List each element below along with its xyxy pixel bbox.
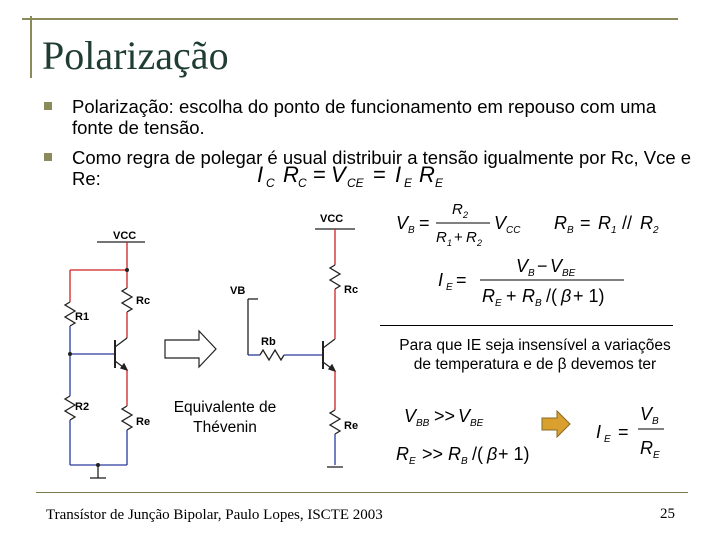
svg-text:=: = <box>456 270 467 290</box>
footer-rule <box>36 492 688 493</box>
svg-text:V: V <box>396 213 409 233</box>
svg-text:V: V <box>640 404 653 424</box>
svg-text:R: R <box>448 444 461 464</box>
thevenin-label: Equivalente de Thévenin <box>173 399 277 436</box>
svg-text:I: I <box>438 270 444 290</box>
footer-text: Transístor de Junção Bipolar, Paulo Lopes, ISCTE 2003 <box>46 507 383 523</box>
svg-text:B: B <box>567 225 574 236</box>
svg-text:R: R <box>640 438 653 458</box>
svg-text:+ 1): + 1) <box>498 444 530 464</box>
svg-text:E: E <box>495 298 502 309</box>
svg-text:I: I <box>596 422 602 442</box>
bullet-marker-2 <box>44 153 52 161</box>
svg-text:/(: /( <box>472 444 483 464</box>
bullet-1: Polarização: escolha do ponto de funcionamento em repouso com uma fonte de tensão. <box>72 96 657 138</box>
svg-text:I: I <box>257 162 264 187</box>
svg-text:E: E <box>435 176 444 190</box>
svg-text:R: R <box>466 229 477 246</box>
bullet-marker-1 <box>44 102 52 110</box>
svg-text:−: − <box>537 256 548 276</box>
svg-text:V: V <box>550 256 563 276</box>
svg-text:V: V <box>404 406 417 426</box>
svg-text:2: 2 <box>477 238 483 248</box>
thevenin-circuit <box>220 205 380 480</box>
svg-text:V: V <box>494 213 507 233</box>
svg-text:2: 2 <box>463 210 469 220</box>
svg-text:V: V <box>331 162 346 187</box>
svg-text://: // <box>622 213 633 233</box>
title-frame-top <box>22 18 678 20</box>
svg-text:=: = <box>580 213 591 233</box>
condition-equations <box>392 398 682 470</box>
svg-text:BB: BB <box>416 418 430 429</box>
right-rc-label: Rc <box>344 284 359 296</box>
equation-separator <box>380 325 673 326</box>
page-number: 25 <box>660 506 675 522</box>
rule-equation <box>255 160 465 192</box>
svg-text:V: V <box>458 406 471 426</box>
svg-text:1: 1 <box>447 238 453 248</box>
svg-text:1: 1 <box>611 225 617 236</box>
right-vcc-label: VCC <box>320 213 344 225</box>
svg-text:=: = <box>419 213 430 233</box>
svg-text:E: E <box>404 176 413 190</box>
left-re-label: Re <box>136 416 151 428</box>
svg-text:B: B <box>461 456 468 467</box>
svg-text:=: = <box>618 422 629 442</box>
svg-text:B: B <box>408 225 415 236</box>
svg-text:B: B <box>528 268 535 279</box>
svg-text:I: I <box>395 162 402 187</box>
bullet-2: Como regra de polegar é usual distribuir a tensão igualmente por Rc, Vce e Re: <box>72 147 692 189</box>
right-re-label: Re <box>344 420 359 432</box>
svg-text:C: C <box>266 176 275 190</box>
svg-text:+ 1): + 1) <box>573 286 605 306</box>
svg-text:BE: BE <box>562 268 576 279</box>
svg-text:R: R <box>554 213 567 233</box>
svg-text:CE: CE <box>347 176 364 190</box>
svg-text:R: R <box>640 213 653 233</box>
slide-title: Polarização <box>42 33 229 78</box>
implies-arrow-icon <box>542 411 570 437</box>
svg-text:R: R <box>396 444 409 464</box>
svg-text:/(: /( <box>546 286 557 306</box>
svg-text:β: β <box>487 444 498 464</box>
left-rc-label: Rc <box>136 295 151 307</box>
svg-text:C: C <box>298 176 307 190</box>
svg-text:B: B <box>535 298 542 309</box>
svg-text:R: R <box>436 229 447 246</box>
right-vb-label: VB <box>230 285 246 297</box>
svg-text:R: R <box>522 286 535 306</box>
svg-text:=: = <box>313 162 326 187</box>
left-r2-label: R2 <box>75 401 90 413</box>
condition-note: Para que IE seja insensível a variações de temperatura e de β devemos ter <box>399 337 671 373</box>
svg-text:=: = <box>373 162 386 187</box>
svg-text:R: R <box>482 286 495 306</box>
original-bias-circuit <box>55 220 175 480</box>
svg-text:2: 2 <box>653 225 659 236</box>
transform-arrow-icon <box>163 328 219 370</box>
right-rb-label: Rb <box>261 336 276 348</box>
svg-text:>>: >> <box>434 406 456 426</box>
svg-text:CC: CC <box>506 225 521 236</box>
svg-text:+: + <box>454 229 463 246</box>
svg-text:β: β <box>561 286 572 306</box>
svg-text:B: B <box>652 416 659 427</box>
svg-text:E: E <box>409 456 416 467</box>
svg-text:V: V <box>516 256 529 276</box>
left-vcc-label: VCC <box>113 230 137 242</box>
svg-text:BE: BE <box>470 418 484 429</box>
svg-text:>>: >> <box>422 444 444 464</box>
svg-text:+: + <box>506 286 517 306</box>
title-frame-left <box>30 16 32 78</box>
svg-text:R: R <box>283 162 299 187</box>
svg-text:E: E <box>446 282 453 293</box>
svg-text:R: R <box>598 213 611 233</box>
left-r1-label: R1 <box>75 311 90 323</box>
svg-text:E: E <box>604 434 611 445</box>
thevenin-equations <box>392 198 692 316</box>
svg-text:R: R <box>452 201 463 218</box>
svg-text:R: R <box>419 162 435 187</box>
svg-text:E: E <box>653 450 660 461</box>
